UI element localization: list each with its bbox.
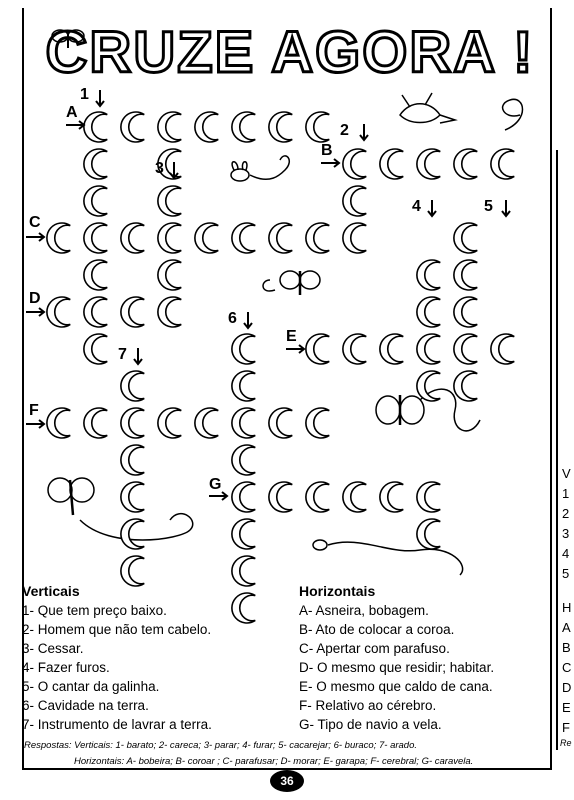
crossword-cell[interactable] <box>84 334 107 364</box>
crossword-cell[interactable] <box>195 112 218 142</box>
sliver-text: B <box>562 640 571 655</box>
swirl-decoration <box>503 99 523 130</box>
crossword-cell[interactable] <box>47 223 70 253</box>
crossword-cell[interactable] <box>158 260 181 290</box>
sliver-text: H <box>562 600 572 615</box>
crossword-cell[interactable] <box>195 223 218 253</box>
clue-vertical-5: 5- O cantar da galinha. <box>22 679 160 694</box>
arrow-right-icon <box>26 308 44 316</box>
clue-horizontal-c: C- Apertar com parafuso. <box>299 641 450 656</box>
crossword-cell[interactable] <box>269 482 292 512</box>
crossword-cell[interactable] <box>121 408 144 438</box>
down-label-5: 5 <box>484 198 493 215</box>
crossword-cell[interactable] <box>158 112 181 142</box>
clue-vertical-4: 4- Fazer furos. <box>22 660 110 675</box>
crossword-cell[interactable] <box>232 371 255 401</box>
crossword-cell[interactable] <box>84 112 107 142</box>
arrow-down-icon <box>134 348 142 364</box>
crossword-cell[interactable] <box>491 149 514 179</box>
crossword-cell[interactable] <box>121 297 144 327</box>
arrow-down-icon <box>244 312 252 328</box>
across-label-f: F <box>29 402 39 419</box>
crossword-cell[interactable] <box>417 297 440 327</box>
sliver-text: V <box>562 466 571 481</box>
crossword-cell[interactable] <box>121 371 144 401</box>
sliver-text: Re <box>560 738 572 748</box>
crossword-cell[interactable] <box>343 334 366 364</box>
clue-horizontal-b: B- Ato de colocar a coroa. <box>299 622 455 637</box>
crossword-cell[interactable] <box>232 482 255 512</box>
crossword-cell[interactable] <box>454 371 477 401</box>
clue-vertical-7: 7- Instrumento de lavrar a terra. <box>22 717 212 732</box>
crossword-cell[interactable] <box>232 408 255 438</box>
bird-icon <box>400 93 455 123</box>
crossword-cell[interactable] <box>343 149 366 179</box>
bee-icon <box>313 540 463 575</box>
arrow-right-icon <box>286 345 304 353</box>
crossword-cell[interactable] <box>343 482 366 512</box>
crossword-cell[interactable] <box>269 223 292 253</box>
answers-line-2: Horizontais: A- bobeira; B- coroar ; C- parafusar; D- morar; E- garapa; F- cerebral; G- caravela. <box>74 756 474 767</box>
crossword-cell[interactable] <box>417 260 440 290</box>
across-label-e: E <box>286 328 297 345</box>
crossword-cell[interactable] <box>380 149 403 179</box>
page-number: 36 <box>270 770 304 792</box>
down-label-6: 6 <box>228 310 237 327</box>
crossword-cell[interactable] <box>380 482 403 512</box>
crossword-cell[interactable] <box>47 408 70 438</box>
across-label-a: A <box>66 104 78 121</box>
crossword-cell[interactable] <box>343 186 366 216</box>
crossword-cell[interactable] <box>306 408 329 438</box>
arrow-right-icon <box>321 159 339 167</box>
sliver-text: C <box>562 660 572 675</box>
clue-vertical-6: 6- Cavidade na terra. <box>22 698 149 713</box>
verticais-heading: Verticais <box>22 583 80 599</box>
clue-vertical-1: 1- Que tem preço baixo. <box>22 603 167 618</box>
crossword-cell[interactable] <box>454 334 477 364</box>
down-label-2: 2 <box>340 122 349 139</box>
crossword-cell[interactable] <box>121 519 144 549</box>
down-label-4: 4 <box>412 198 421 215</box>
sliver-text: F <box>562 720 570 735</box>
arrow-right-icon <box>26 233 44 241</box>
crossword-cell[interactable] <box>454 297 477 327</box>
crossword-cell[interactable] <box>232 445 255 475</box>
clue-vertical-2: 2- Homem que não tem cabelo. <box>22 622 212 637</box>
arrow-down-icon <box>96 90 104 106</box>
crossword-cell[interactable] <box>417 371 440 401</box>
crossword-cell[interactable] <box>417 519 440 549</box>
clue-horizontal-a: A- Asneira, bobagem. <box>299 603 429 618</box>
sliver-text: E <box>562 700 571 715</box>
sliver-text: 3 <box>562 526 570 541</box>
arrow-right-icon <box>66 121 84 129</box>
sliver-text: A <box>562 620 571 635</box>
crossword-cell[interactable] <box>84 260 107 290</box>
crossword-cell[interactable] <box>417 334 440 364</box>
crossword-cell[interactable] <box>306 223 329 253</box>
arrow-right-icon <box>26 420 44 428</box>
sliver-text: 1 <box>562 486 570 501</box>
butterfly-icon <box>48 478 193 540</box>
crossword-cell[interactable] <box>232 223 255 253</box>
clue-horizontal-d: D- O mesmo que residir; habitar. <box>299 660 495 675</box>
crossword-cell[interactable] <box>47 297 70 327</box>
clue-vertical-3: 3- Cessar. <box>22 641 84 656</box>
verticais-clues <box>22 582 292 734</box>
sliver-text: 2 <box>562 506 570 521</box>
crossword-cell[interactable] <box>380 334 403 364</box>
crossword-cell[interactable] <box>84 186 107 216</box>
crossword-cell[interactable] <box>158 408 181 438</box>
crossword-cell[interactable] <box>306 482 329 512</box>
butterfly-icon <box>263 271 320 295</box>
crossword-cell[interactable] <box>84 149 107 179</box>
horizontais-clues <box>299 582 549 734</box>
answers-line-1: Respostas: Verticais: 1- barato; 2- careca; 3- parar; 4- furar; 5- cacarejar; 6- buraco; 7- arado. <box>24 740 418 751</box>
crossword-cell[interactable] <box>269 408 292 438</box>
down-label-7: 7 <box>118 346 127 363</box>
across-label-g: G <box>209 476 222 493</box>
crossword-cell[interactable] <box>417 482 440 512</box>
crossword-cell[interactable] <box>158 297 181 327</box>
crossword-cell[interactable] <box>232 334 255 364</box>
crossword-cell[interactable] <box>343 223 366 253</box>
crossword-cell[interactable] <box>121 482 144 512</box>
across-label-d: D <box>29 290 41 307</box>
crossword-cell[interactable] <box>306 112 329 142</box>
crossword-cell[interactable] <box>84 223 107 253</box>
down-label-3: 3 <box>155 160 164 177</box>
crossword-cell[interactable] <box>121 445 144 475</box>
crossword-cell[interactable] <box>454 260 477 290</box>
down-label-1: 1 <box>80 86 89 103</box>
horizontais-heading: Horizontais <box>299 583 376 599</box>
arrow-down-icon <box>428 200 436 216</box>
crossword-cell[interactable] <box>158 186 181 216</box>
clue-horizontal-f: F- Relativo ao cérebro. <box>299 698 437 713</box>
crossword-cell[interactable] <box>195 408 218 438</box>
crossword-cell[interactable] <box>232 519 255 549</box>
crossword-cell[interactable] <box>491 334 514 364</box>
across-label-c: C <box>29 214 41 231</box>
bee-icon <box>231 156 289 181</box>
crossword-cell[interactable] <box>158 223 181 253</box>
page-title: CRUZE AGORA ! <box>45 20 535 85</box>
crossword-cell[interactable] <box>269 112 292 142</box>
crossword-cell[interactable] <box>84 297 107 327</box>
sliver-text: D <box>562 680 572 695</box>
clue-horizontal-g: G- Tipo de navio a vela. <box>299 717 442 732</box>
arrow-down-icon <box>360 124 368 140</box>
arrow-down-icon <box>170 162 178 178</box>
sliver-text: 4 <box>562 546 570 561</box>
crossword-cell[interactable] <box>232 112 255 142</box>
crossword-cell[interactable] <box>417 149 440 179</box>
sliver-text: 5 <box>562 566 570 581</box>
crossword-cell[interactable] <box>454 223 477 253</box>
clue-horizontal-e: E- O mesmo que caldo de cana. <box>299 679 493 694</box>
crossword-cell[interactable] <box>121 223 144 253</box>
across-label-b: B <box>321 142 333 159</box>
arrow-down-icon <box>502 200 510 216</box>
crossword-cell[interactable] <box>454 149 477 179</box>
crossword-cell[interactable] <box>84 408 107 438</box>
crossword-cell[interactable] <box>121 112 144 142</box>
crossword-cell[interactable] <box>306 334 329 364</box>
